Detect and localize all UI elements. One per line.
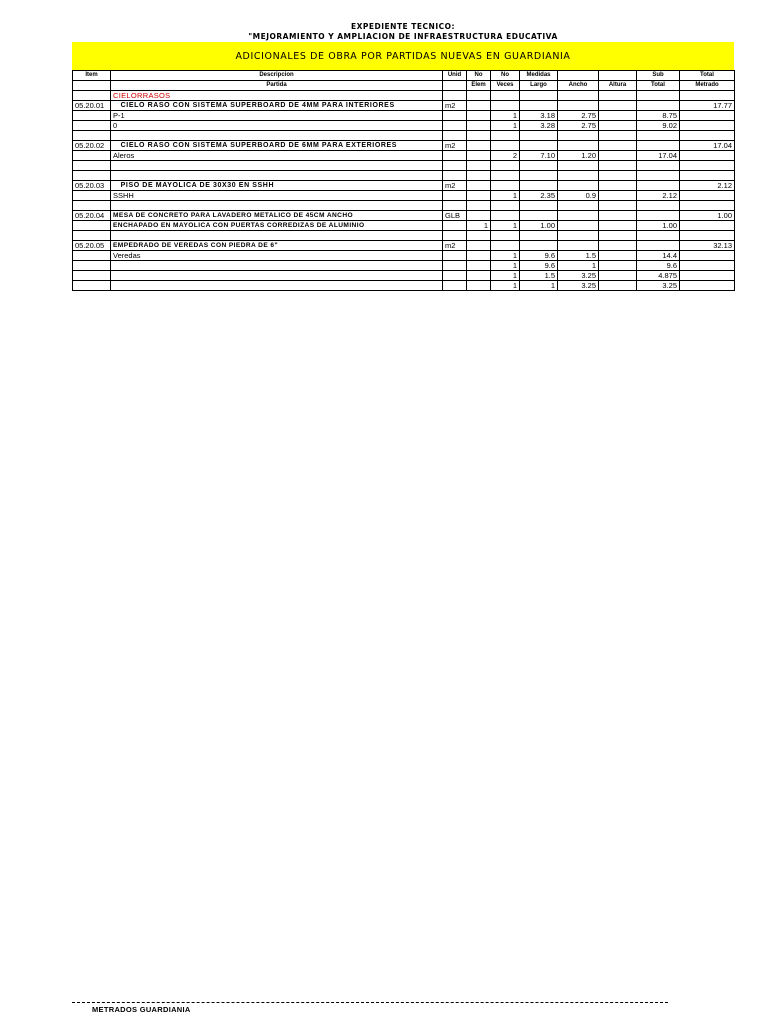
detail-desc <box>111 261 443 271</box>
item-row <box>73 101 735 111</box>
detail-ancho: 0.9 <box>558 191 599 201</box>
detail-desc: 0 <box>111 121 443 131</box>
footer-divider <box>72 1002 668 1003</box>
detail-row <box>73 271 735 281</box>
detail-desc <box>111 271 443 281</box>
category-label: CIELORRASOS <box>111 91 443 101</box>
item-title: EMPEDRADO DE VEREDAS CON PIEDRA DE 6" <box>111 241 443 251</box>
detail-ancho: 3.25 <box>558 271 599 281</box>
detail-largo: 9.6 <box>520 261 558 271</box>
detail-elem: 1 <box>467 221 491 231</box>
detail-sub: 4.875 <box>637 271 680 281</box>
detail-veces: 1 <box>491 261 520 271</box>
item-title: MESA DE CONCRETO PARA LAVADERO METALICO DE 45CM ANCHO <box>111 211 443 221</box>
item-code: 05.20.01 <box>73 101 111 111</box>
col-elem: No <box>467 71 491 81</box>
detail-veces: 1 <box>491 271 520 281</box>
item-total: 17.77 <box>680 101 735 111</box>
item-code: 05.20.03 <box>73 181 111 191</box>
detail-row <box>73 121 735 131</box>
detail-ancho <box>558 221 599 231</box>
blank-row <box>73 171 735 181</box>
item-unit: m2 <box>443 141 467 151</box>
item-code: 05.20.02 <box>73 141 111 151</box>
item-code: 05.20.04 <box>73 211 111 221</box>
detail-desc: Veredas <box>111 251 443 261</box>
item-unit: m2 <box>443 101 467 111</box>
detail-elem <box>467 261 491 271</box>
item-title: CIELO RASO CON SISTEMA SUPERBOARD DE 6MM PARA EXTERIORES <box>111 141 443 151</box>
detail-row <box>73 221 735 231</box>
col-desc-2: Partida <box>111 81 443 91</box>
detail-largo: 1.00 <box>520 221 558 231</box>
detail-sub: 3.25 <box>637 281 680 291</box>
item-total: 1.00 <box>680 211 735 221</box>
detail-sub: 14.4 <box>637 251 680 261</box>
detail-row <box>73 261 735 271</box>
detail-veces: 1 <box>491 191 520 201</box>
detail-ancho: 2.75 <box>558 111 599 121</box>
detail-largo: 1 <box>520 281 558 291</box>
blank-row <box>73 231 735 241</box>
detail-largo: 3.18 <box>520 111 558 121</box>
metrado-table <box>72 70 735 291</box>
detail-elem <box>467 191 491 201</box>
detail-ancho: 3.25 <box>558 281 599 291</box>
blank-row <box>73 131 735 141</box>
detail-veces: 1 <box>491 111 520 121</box>
detail-elem <box>467 111 491 121</box>
detail-sub: 8.75 <box>637 111 680 121</box>
item-title: CIELO RASO CON SISTEMA SUPERBOARD DE 4MM PARA INTERIORES <box>111 101 443 111</box>
detail-veces: 2 <box>491 151 520 161</box>
detail-veces: 1 <box>491 281 520 291</box>
col-veces-2: Veces <box>491 81 520 91</box>
detail-veces: 1 <box>491 251 520 261</box>
detail-largo: 1.5 <box>520 271 558 281</box>
col-elem-2: Elem <box>467 81 491 91</box>
detail-largo: 9.6 <box>520 251 558 261</box>
detail-sub: 1.00 <box>637 221 680 231</box>
col-total: Total <box>680 71 735 81</box>
item-total: 32.13 <box>680 241 735 251</box>
col-item: Item <box>73 71 111 81</box>
item-row <box>73 141 735 151</box>
col-ancho: Ancho <box>558 81 599 91</box>
detail-elem <box>467 121 491 131</box>
item-row <box>73 181 735 191</box>
detail-largo: 3.28 <box>520 121 558 131</box>
header-row <box>73 81 735 91</box>
detail-ancho: 1.20 <box>558 151 599 161</box>
detail-sub: 9.02 <box>637 121 680 131</box>
col-veces: No <box>491 71 520 81</box>
col-sub: Sub <box>637 71 680 81</box>
detail-desc: P-1 <box>111 111 443 121</box>
detail-row <box>73 111 735 121</box>
item-title-cont: ENCHAPADO EN MAYOLICA CON PUERTAS CORREDIZAS DE ALUMINIO <box>111 221 443 231</box>
detail-row <box>73 191 735 201</box>
col-desc: Descripcion <box>111 71 443 81</box>
detail-elem <box>467 151 491 161</box>
item-unit: GLB <box>443 211 467 221</box>
item-title: PISO DE MAYOLICA DE 30X30 EN SSHH <box>111 181 443 191</box>
section-banner: ADICIONALES DE OBRA POR PARTIDAS NUEVAS EN GUARDIANIA <box>72 42 734 70</box>
detail-veces: 1 <box>491 221 520 231</box>
detail-elem <box>467 251 491 261</box>
detail-desc <box>111 281 443 291</box>
item-row <box>73 211 735 221</box>
footer-label: METRADOS GUARDIANIA <box>92 1005 191 1014</box>
col-largo: Largo <box>520 81 558 91</box>
header-row <box>73 71 735 81</box>
detail-veces: 1 <box>491 121 520 131</box>
item-unit: m2 <box>443 241 467 251</box>
detail-largo: 2.35 <box>520 191 558 201</box>
blank-row <box>73 201 735 211</box>
col-total-2: Metrado <box>680 81 735 91</box>
item-total: 17.04 <box>680 141 735 151</box>
detail-row <box>73 281 735 291</box>
detail-row <box>73 251 735 261</box>
col-sub-2: Total <box>637 81 680 91</box>
project-title: "MEJORAMIENTO Y AMPLIACION DE INFRAESTRUCTURA EDUCATIVA <box>248 32 558 41</box>
col-medidas: Medidas <box>520 71 558 81</box>
detail-elem <box>467 281 491 291</box>
detail-elem <box>467 271 491 281</box>
item-total: 2.12 <box>680 181 735 191</box>
item-code: 05.20.05 <box>73 241 111 251</box>
col-altura: Altura <box>599 81 637 91</box>
col-unit: Unid <box>443 71 467 81</box>
detail-desc: Aleros <box>111 151 443 161</box>
detail-desc: SSHH <box>111 191 443 201</box>
detail-sub: 9.6 <box>637 261 680 271</box>
detail-ancho: 1.5 <box>558 251 599 261</box>
detail-row <box>73 151 735 161</box>
detail-ancho: 2.75 <box>558 121 599 131</box>
blank-row <box>73 161 735 171</box>
detail-ancho: 1 <box>558 261 599 271</box>
doc-title: EXPEDIENTE TECNICO: <box>351 22 455 31</box>
item-row <box>73 241 735 251</box>
detail-sub: 17.04 <box>637 151 680 161</box>
detail-largo: 7.10 <box>520 151 558 161</box>
item-unit: m2 <box>443 181 467 191</box>
detail-sub: 2.12 <box>637 191 680 201</box>
category-row <box>73 91 735 101</box>
